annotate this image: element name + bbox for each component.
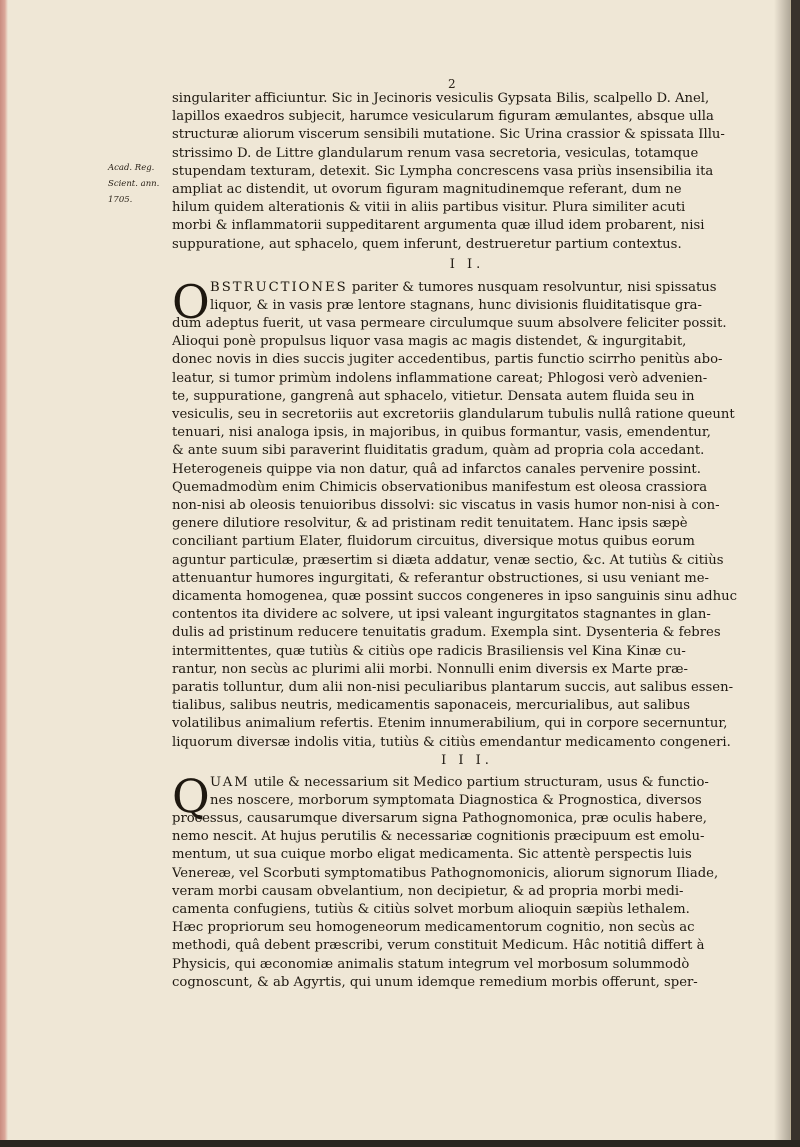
section3-first-word: UAM bbox=[210, 775, 250, 790]
drop-cap-o: O bbox=[172, 275, 210, 329]
margin-note bbox=[108, 160, 172, 208]
margin-note-line: 1705. bbox=[108, 195, 133, 205]
text-line: lapillos exaedros subjecit, harumce vesicularum figuram æmulantes, absque ulla bbox=[172, 109, 714, 125]
text-line: contentos ita dividere ac solvere, ut ipsi valeant ingurgitatos stagnantes in glan- bbox=[172, 607, 711, 623]
margin-note-line: Scient. ann. bbox=[108, 179, 160, 189]
text-line: donec novis in dies succis jugiter accedentibus, partis functio scirrho penitùs abo- bbox=[172, 352, 723, 368]
text-line: aguntur particulæ, præsertim si diæta addatur, venæ sectio, &c. At tutiùs & citiùs bbox=[172, 552, 724, 568]
text-line: volatilibus animalium refertis. Etenim innumerabilium, qui in corpore secernuntur, bbox=[172, 716, 728, 732]
section2-paragraph bbox=[172, 315, 762, 752]
text-line: Venereæ, vel Scorbuti symptomatibus Pathognomonicis, aliorum signorum Iliade, bbox=[172, 865, 719, 881]
text-line bbox=[210, 279, 762, 297]
text-line: singulariter afficiuntur. Sic in Jecinoris vesiculis Gypsata Bilis, scalpello D. Anel, bbox=[172, 91, 710, 106]
text-line: camenta confugiens, tutiùs & citiùs solvet morbum alioquin sæpiùs lethalem. bbox=[172, 902, 690, 918]
text-line: Quemadmodùm enim Chimicis observationibus manifestum est oleosa crassiora bbox=[172, 479, 708, 495]
text-line: tenuari, nisi analoga ipsis, in majoribus, in quibus formantur, vasis, emendentur, bbox=[172, 425, 711, 441]
text-line: Heterogeneis quippe via non datur, quâ ad infarctos canales pervenire possint. bbox=[172, 461, 701, 477]
text-line: vesiculis, seu in secretoriis aut excretoriis glandularum tubulis nullâ ratione queunt bbox=[172, 407, 735, 423]
intro-paragraph bbox=[172, 90, 762, 254]
text-line: dulis ad pristinum reducere tenuitatis gradum. Exempla sint. Dysenteria & febres bbox=[172, 625, 721, 641]
drop-cap-q: Q bbox=[172, 769, 210, 823]
text-line: nes noscere, morborum symptomata Diagnostica & Prognostica, diversos bbox=[210, 793, 702, 809]
section3-first-line: utile & necessarium sit Medico partium structuram, usus & functio- bbox=[249, 775, 709, 790]
margin-note-line: Acad. Reg. bbox=[108, 163, 155, 173]
text-line: tialibus, salibus neutris, medicamentis saponaceis, mercurialibus, aut salibus bbox=[172, 698, 691, 714]
section-heading-3: I I I. bbox=[441, 753, 493, 768]
text-line: structuræ aliorum viscerum sensibili mutatione. Sic Urina crassior & spissata Illu- bbox=[172, 127, 725, 143]
text-line: dum adeptus fuerit, ut vasa permeare circulumque suum absolvere feliciter possit. bbox=[172, 316, 727, 331]
text-line: leatur, si tumor primùm indolens inflammatione careat; Phlogosi verò advenien- bbox=[172, 370, 708, 386]
text-line: dicamenta homogenea, quæ possint succos congeneres in ipso sanguinis sinu adhuc bbox=[172, 589, 737, 605]
text-line: nemo nescit. At hujus perutilis & necessariæ cognitionis præcipuum est emolu- bbox=[172, 829, 705, 845]
page-number: 2 bbox=[448, 77, 456, 91]
section3-paragraph bbox=[172, 810, 762, 992]
section2-first-word: BSTRUCTIONES bbox=[210, 280, 348, 295]
text-line: mentum, ut sua cuique morbo eligat medicamenta. Sic attentè perspectis luis bbox=[172, 847, 692, 863]
text-line: non-nisi ab oleosis tenuioribus dissolvi: sic viscatus in vasis humor non-nisi à con- bbox=[172, 498, 720, 514]
scan-border bbox=[0, 1140, 800, 1147]
text-line: cognoscunt, & ab Agyrtis, qui unum idemque remedium morbis offerunt, sper- bbox=[172, 974, 698, 990]
page-edge bbox=[0, 0, 8, 1140]
text-line: rantur, non secùs ac plurimi alii morbi. Nonnulli enim diversis ex Marte præ- bbox=[172, 661, 688, 677]
text-line: methodi, quâ debent præscribi, verum constituit Medicum. Hâc notitiâ differt à bbox=[172, 938, 705, 954]
gutter-shadow bbox=[774, 0, 790, 1140]
text-line: processus, causarumque diversarum signa Pathognomonica, præ oculis habere, bbox=[172, 811, 707, 826]
text-line: hilum quidem alterationis & vitii in aliis partibus visitur. Plura similiter acuti bbox=[172, 200, 686, 216]
text-line: morbi & inflammatorii suppeditarent argumenta quæ illud idem probarent, nisi bbox=[172, 218, 705, 234]
text-line: genere dilutiore resolvitur, & ad pristinam redit tenuitatem. Hanc ipsis sæpè bbox=[172, 516, 688, 532]
text-line: liquor, & in vasis præ lentore stagnans, hunc divisionis fluiditatisque gra- bbox=[210, 298, 702, 314]
text-line: Physicis, qui æconomiæ animalis statum integrum vel morbosum solummodò bbox=[172, 956, 690, 972]
text-line: ampliat ac distendit, ut ovorum figuram magnitudinemque referant, dum ne bbox=[172, 182, 682, 198]
text-line: veram morbi causam obvelantium, non decipietur, & ad propria morbi medi- bbox=[172, 883, 684, 899]
text-line: strissimo D. de Littre glandularum renum vasa secretoria, vesiculas, totamque bbox=[172, 145, 699, 161]
text-line: paratis tolluntur, dum alii non-nisi peculiaribus plantarum succis, aut salibus essen- bbox=[172, 680, 734, 696]
section2-first-line: pariter & tumores nusquam resolvuntur, nisi spissatus bbox=[347, 280, 717, 295]
text-line bbox=[210, 774, 762, 792]
section3-opening bbox=[210, 774, 762, 810]
text-line: & ante suum sibi paraverint fluiditatis gradum, quàm ad propria cola accedant. bbox=[172, 443, 705, 459]
text-line: Hæc propriorum seu homogeneorum medicamentorum cognitio, non secùs ac bbox=[172, 920, 695, 936]
text-line: te, suppuratione, gangrenâ aut sphacelo, vitietur. Densata autem fluida seu in bbox=[172, 388, 695, 404]
text-line: liquorum diversæ indolis vitia, tutiùs & citiùs emendantur medicamento congeneri. bbox=[172, 734, 731, 750]
text-line: intermittentes, quæ tutiùs & citiùs ope radicis Brasiliensis vel Kina Kinæ cu- bbox=[172, 643, 686, 659]
text-line: attenuantur humores ingurgitati, & referantur obstructiones, si usu veniant me- bbox=[172, 570, 709, 586]
text-line: suppuratione, aut sphacelo, quem inferunt, destrueretur partium contextus. bbox=[172, 236, 682, 252]
section-heading-2: I I. bbox=[449, 257, 485, 272]
section2-opening bbox=[210, 279, 762, 315]
text-line: conciliant partium Elater, fluidorum circuitus, diversique motus quibus eorum bbox=[172, 534, 695, 550]
text-line: stupendam texturam, detexit. Sic Lympha concrescens vasa priùs insensibilia ita bbox=[172, 163, 714, 179]
text-line: Alioqui ponè propulsus liquor vasa magis ac magis distendet, & ingurgitabit, bbox=[172, 334, 687, 350]
